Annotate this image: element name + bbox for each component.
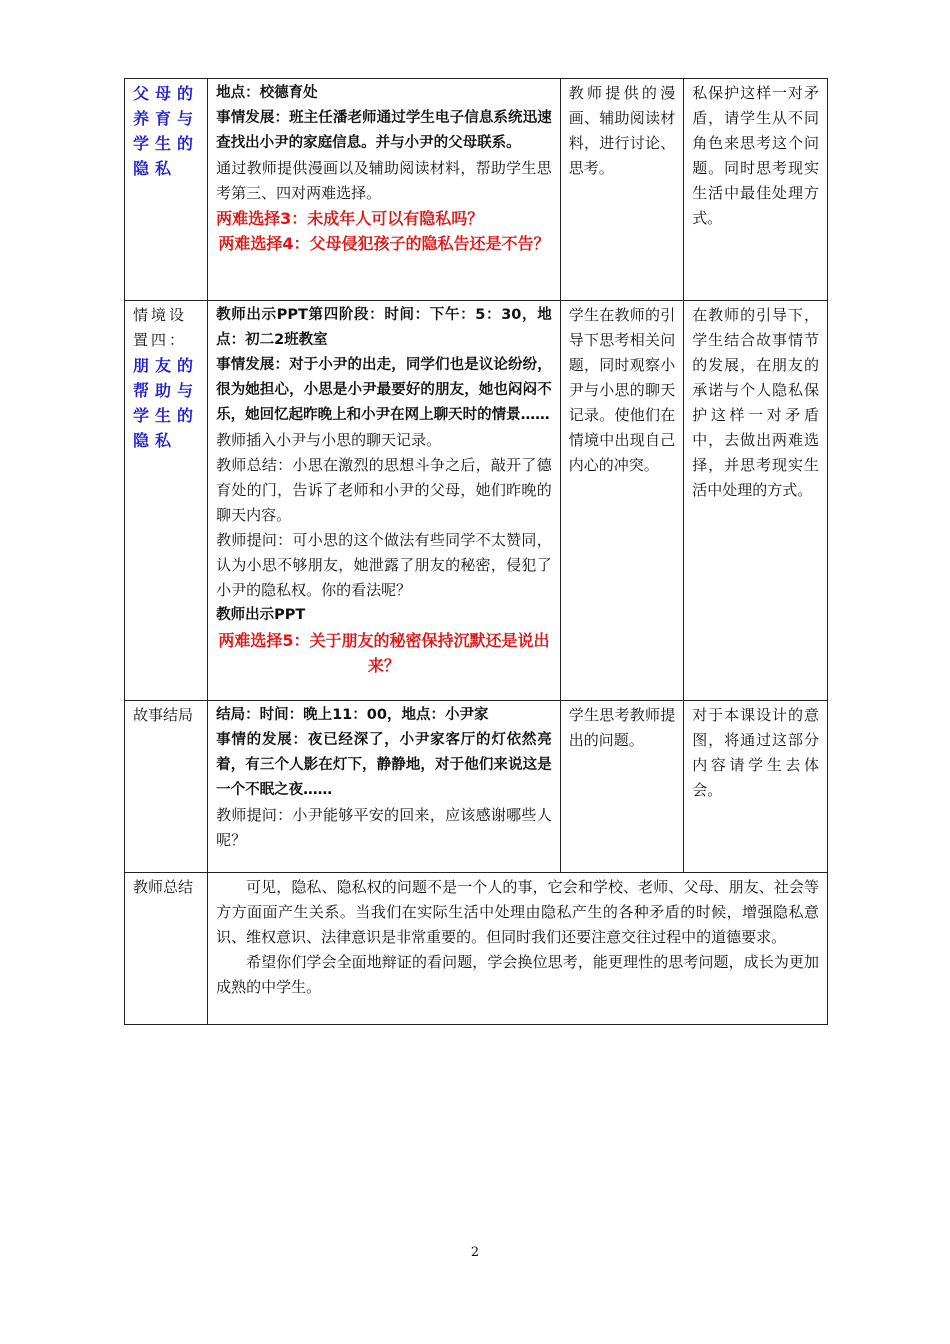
stage-label: 故事结局 <box>133 706 194 724</box>
teacher-activity-cell <box>208 79 561 301</box>
design-intent-cell: 在教师的引导下，学生结合故事情节的发展，在朋友的承诺与个人隐私保护这样一对矛盾中，去做出两难选择，并思考现实生活中处理的方式。 <box>684 301 828 701</box>
event-line: 事情的发展：夜已经深了，小尹家客厅的灯依然亮着，有三个人影在灯下，静静地，对于他们来说这是一个不眠之夜…… <box>216 732 552 798</box>
summary-paragraph: 希望你们学会全面地辩证的看问题，学会换位思考，能更理性的思考问题，成长为更加成熟的中学生。 <box>216 953 819 996</box>
question-line: 教师提问：小尹能够平安的回来，应该感谢哪些人呢？ <box>216 806 552 849</box>
stage-label: 情境设置四： <box>133 306 188 349</box>
table-row <box>125 79 828 301</box>
summary-cell <box>208 873 828 1025</box>
ending-line: 结局：时间：晚上11：00，地点：小尹家 <box>216 707 489 723</box>
instruction-line: 教师插入小尹与小思的聊天记录。 <box>216 431 442 449</box>
instruction-line: 通过教师提供漫画以及辅助阅读材料，帮助学生思考第三、四对两难选择。 <box>216 159 552 202</box>
student-activity-cell: 学生在教师的引导下思考相关问题，同时观察小尹与小思的聊天记录。使他们在情境中出现自己内心的冲突。 <box>560 301 684 701</box>
event-line: 事情发展：班主任潘老师通过学生电子信息系统迅速查找出小尹的家庭信息。并与小尹的父母联系。 <box>216 110 552 151</box>
lesson-plan-table <box>124 78 828 1025</box>
stage-title: 朋友的帮助与学生的隐私 <box>133 356 200 450</box>
dilemma-5: 两难选择5：关于朋友的秘密保持沉默还是说出来？ <box>218 631 550 675</box>
ppt-line: 教师出示PPT <box>216 607 306 623</box>
location-line: 地点：校德育处 <box>216 85 318 101</box>
design-intent-cell: 对于本课设计的意图，将通过这部分内容请学生去体会。 <box>684 701 828 873</box>
stage-title: 父母的养育与学生的隐私 <box>133 84 200 178</box>
design-intent-cell: 私保护这样一对矛盾，请学生从不同角色来思考这个问题。同时思考现实生活中最佳处理方式。 <box>684 79 828 301</box>
question-line: 教师提问：可小思的这个做法有些同学不太赞同，认为小思不够朋友，她泄露了朋友的秘密，侵犯了小尹的隐私权。你的看法呢？ <box>216 531 552 599</box>
stage-cell <box>125 301 208 701</box>
event-line: 事情发展：对于小尹的出走，同学们也是议论纷纷，很为她担心，小思是小尹最要好的朋友，她也闷闷不乐，她回忆起昨晚上和小尹在网上聊天时的情景…… <box>216 357 552 423</box>
teacher-activity-cell <box>208 701 561 873</box>
stage-cell <box>125 79 208 301</box>
dilemma-4: 两难选择4：父母侵犯孩子的隐私告还是不告？ <box>218 234 550 253</box>
summary-label-cell <box>125 873 208 1025</box>
summary-label: 教师总结 <box>133 878 194 896</box>
table-row <box>125 873 828 1025</box>
student-activity-cell: 学生思考教师提出的问题。 <box>560 701 684 873</box>
page-number: 2 <box>470 1245 480 1260</box>
table-row <box>125 701 828 873</box>
teacher-activity-cell <box>208 301 561 701</box>
dilemma-3: 两难选择3：未成年人可以有隐私吗？ <box>216 209 484 228</box>
table-row <box>125 301 828 701</box>
ppt-line: 教师出示PPT第四阶段：时间：下午：5：30，地点：初二2班教室 <box>216 307 552 348</box>
summary-line: 教师总结：小思在激烈的思想斗争之后，敲开了德育处的门，告诉了老师和小尹的父母，她们昨晚的聊天内容。 <box>216 456 552 524</box>
student-activity-cell: 教师提供的漫画、辅助阅读材料，进行讨论、思考。 <box>560 79 684 301</box>
summary-paragraph: 可见，隐私、隐私权的问题不是一个人的事，它会和学校、老师、父母、朋友、社会等方方面面产生关系。当我们在实际生活中处理由隐私产生的各种矛盾的时候，增强隐私意识、维权意识、法律意识是非常重要的。但同时我们还要注意交往过程中的道德要求。 <box>216 878 819 946</box>
stage-cell <box>125 701 208 873</box>
